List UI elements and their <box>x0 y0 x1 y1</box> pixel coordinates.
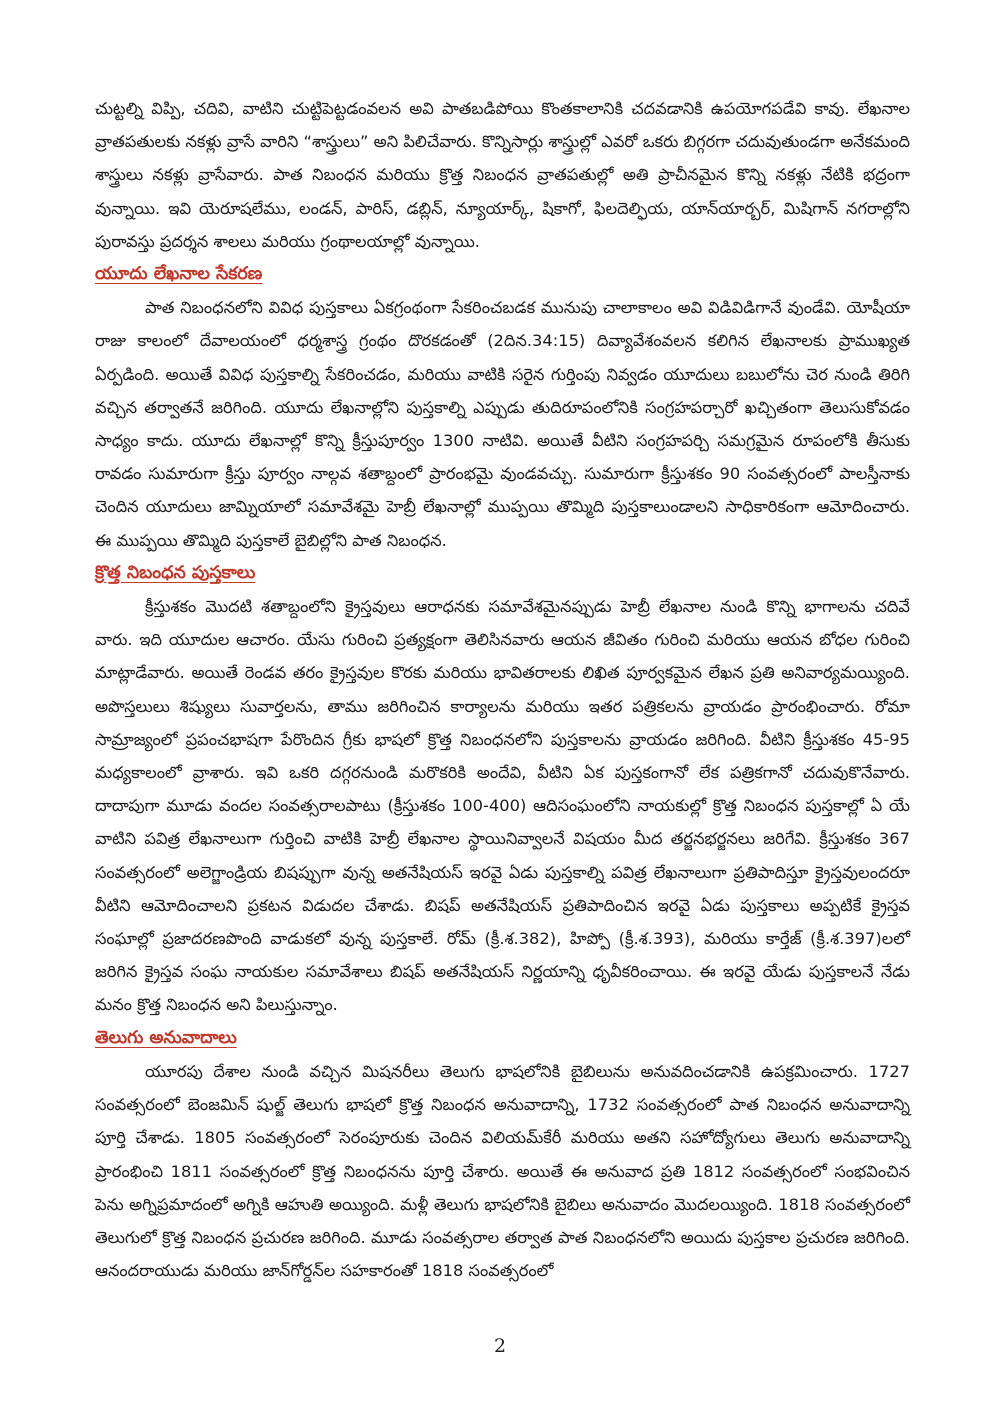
section-heading-jewish-writings: యూదు లేఖనాల సేకరణ <box>95 264 263 285</box>
new-testament-paragraph: క్రీస్తుశకం మొదటి శతాబ్దంలోని క్రైస్తవులు ఆరాధనకు సమావేశమైనప్పుడు హెబ్రీ లేఖనాల నుండి కొన్ని భాగాలను చదివే వారు. ఇది యూదుల ఆచారం. యేసు గురించి ప్రత్యక్షంగా తెలిసినవారు ఆయన జీవితం గురించి మరియు ఆయన బోధల గురించి మాట్లాడేవారు. అయితే రెండవ తరం క్రైస్తవుల కొరకు మరియు భావితరాలకు లిఖిత పూర్వకమైన లేఖన ప్రతి అనివార్యమయ్యింది. అపొస్తలులు శిష్యులు సువార్తలను, తాము జరిగించిన కార్యాలను మరియు ఇతర పత్రికలను వ్రాయడం ప్రారంభించారు. రోమా సామ్రాజ్యంలో ప్రపంచభాషగా పేరొందిన గ్రీకు భాషలో క్రొత్త నిబంధనలోని పుస్తకాలను వ్రాయడం జరిగింది. వీటిని క్రీస్తుశకం 45-95 మధ్యకాలంలో వ్రాశారు. ఇవి ఒకరి దగ్గరనుండి మరొకరికి అందేవి, వీటిని ఏక పుస్తకంగానో లేక పత్రికగానో చదువుకొనేవారు. దాదాపుగా మూడు వందల సంవత్సరాలపాటు (క్రీస్తుశకం 100-400) ఆదిసంఘంలోని నాయకుల్లో క్రొత్త నిబంధన పుస్తకాల్లో ఏ యే వాటిని పవిత్ర లేఖనాలుగా గుర్తించి వాటికి హెబ్రీ లేఖనాల స్థాయినివ్వాలనే విషయం మీద తర్జనభర్జనలు జరిగేవి. క్రీస్తుశకం 367 సంవత్సరంలో అలెగ్జాండ్రియ బిషప్పుగా వున్న అతనేషియస్ ఇరవై ఏడు పుస్తకాల్ని పవిత్ర లేఖనాలుగా ప్రతిపాదిస్తూ క్రైస్తవులందరూ వీటిని ఆమోదించాలని ప్రకటన విడుదల చేశాడు. బిషప్ అతనేషియస్ ప్రతిపాదించిన ఇరవై ఏడు పుస్తకాలు అప్పటికే క్రైస్తవ సంఘాల్లో ప్రజాదరణపొంది వాడుకలో వున్న పుస్తకాలే. రోమ్ (క్రీ.శ.382), హిప్పో (క్రీ.శ.393), మరియు కార్తేజ్ (క్రీ.శ.397)లలో జరిగిన క్రైస్తవ సంఘ నాయకుల సమావేశాలు బిషప్ అతనేషియస్ నిర్ణయాన్ని ధృవీకరించాయి. ఈ ఇరవై యేడు పుస్తకాలనే నేడు మనం క్రొత్త నిబంధన అని పిలుస్తున్నాం. <box>95 597 910 1015</box>
section-heading-new-testament: క్రొత్త నిబంధన పుస్తకాలు <box>95 562 256 583</box>
telugu-translations-paragraph: యూరపు దేశాల నుండి వచ్చిన మిషనరీలు తెలుగు భాషలోనికి బైబిలును అనువదించడానికి ఉపక్రమించారు. 1727 సంవత్సరంలో బెంజమిన్ షుల్జ్ తెలుగు భాషలో క్రొత్త నిబంధన అనువాదాన్ని, 1732 సంవత్సరంలో పాత నిబంధన అనువాదాన్ని పూర్తి చేశాడు. 1805 సంవత్సరంలో సెరంపూరుకు చెందిన విలియమ్‌కేరీ మరియు అతని సహోద్యోగులు తెలుగు అనువాదాన్ని ప్రారంభించి 1811 సంవత్సరంలో క్రొత్త నిబంధనను పూర్తి చేశారు. అయితే ఈ అనువాద ప్రతి 1812 సంవత్సరంలో సంభవించిన పెను అగ్నిప్రమాదంలో అగ్నికి ఆహుతి అయ్యింది. మళ్లీ తెలుగు భాషలోనికి బైబిలు అనువాదం మొదలయ్యింది. 1818 సంవత్సరంలో తెలుగులో క్రొత్త నిబంధన ప్రచురణ జరిగింది. మూడు సంవత్సరాల తర్వాత పాత నిబంధనలోని అయిదు పుస్తకాల ప్రచురణ జరిగింది. ఆనందరాయుడు మరియు జాన్‌గోర్డన్‌ల సహకారంతో 1818 సంవత్సరంలో <box>95 1061 910 1281</box>
intro-paragraph: చుట్టల్ని విప్పి, చదివి, వాటిని చుట్టిపెట్టడంవలన అవి పాతబడిపోయి కొంతకాలానికి చదవడానికి ఉపయోగపడేవి కావు. లేఖనాల వ్రాతపతులకు నకళ్లు వ్రాసే వారిని “శాస్త్రులు” అని పిలిచేవారు. కొన్నిసార్లు శాస్త్రుల్లో ఎవరో ఒకరు బిగ్గరగా చదువుతుండగా అనేకమంది శాస్త్రులు నకళ్లు వ్రాసేవారు. పాత నిబంధన మరియు క్రొత్త నిబంధన వ్రాతపతుల్లో అతి ప్రాచీనమైన కొన్ని నకళ్లు నేటికి భద్రంగా వున్నాయి. ఇవి యెరూషలేము, లండన్, పారిస్, డబ్లిన్, న్యూయార్క్, షికాగో, ఫిలదెల్ఫియ, యాన్‌యార్బర్, మిషిగాన్ నగరాల్లోని పురావస్తు ప్రదర్శన శాలలు మరియు గ్రంథాలయాల్లో వున్నాయి. <box>95 99 910 251</box>
document-page <box>95 92 910 1287</box>
page-number: 2 <box>493 1335 507 1357</box>
jewish-writings-paragraph: పాత నిబంధనలోని వివిధ పుస్తకాలు ఏకగ్రంథంగా సేకరించబడక మునుపు చాలాకాలం అవి విడివిడిగానే వుండేవి. యోషీయా రాజు కాలంలో దేవాలయంలో ధర్మశాస్త్ర గ్రంథం దొరకడంతో (2దిన.34:15) దివ్యావేశంవలన కలిగిన లేఖనాలకు ప్రాముఖ్యత ఏర్పడింది. అయితే వివిధ పుస్తకాల్ని సేకరించడం, మరియు వాటికి సరైన గుర్తింపు నివ్వడం యూదులు బబులోను చెర నుండి తిరిగి వచ్చిన తర్వాతనే జరిగింది. యూదు లేఖనాల్లోని పుస్తకాల్ని ఎప్పుడు తుదిరూపంలోనికి సంగ్రహపర్చారో ఖచ్చితంగా తెలుసుకోవడం సాధ్యం కాదు. యూదు లేఖనాల్లో కొన్ని క్రీస్తుపూర్వం 1300 నాటివి. అయితే వీటిని సంగ్రహపర్చి సమగ్రమైన రూపంలోకి తీసుకు రావడం సుమారుగా క్రీస్తు పూర్వం నాల్గవ శతాబ్దంలో ప్రారంభమై వుండవచ్చు. సుమారుగా క్రీస్తుశకం 90 సంవత్సరంలో పాలస్తీనాకు చెందిన యూదులు జామ్నియాలో సమావేశమై హెబ్రీ లేఖనాల్లో ముప్పయి తొమ్మిది పుస్తకాలుండాలని సాధికారికంగా ఆమోదించారు. ఈ ముప్పయి తొమ్మిది పుస్తకాలే బైబిల్లోని పాత నిబంధన. <box>95 298 910 550</box>
section-heading-telugu-translations: తెలుగు అనువాదాలు <box>95 1027 237 1048</box>
section-jewish-writings <box>95 258 910 557</box>
section-new-testament <box>95 557 910 1022</box>
section-telugu-translations <box>95 1022 910 1288</box>
